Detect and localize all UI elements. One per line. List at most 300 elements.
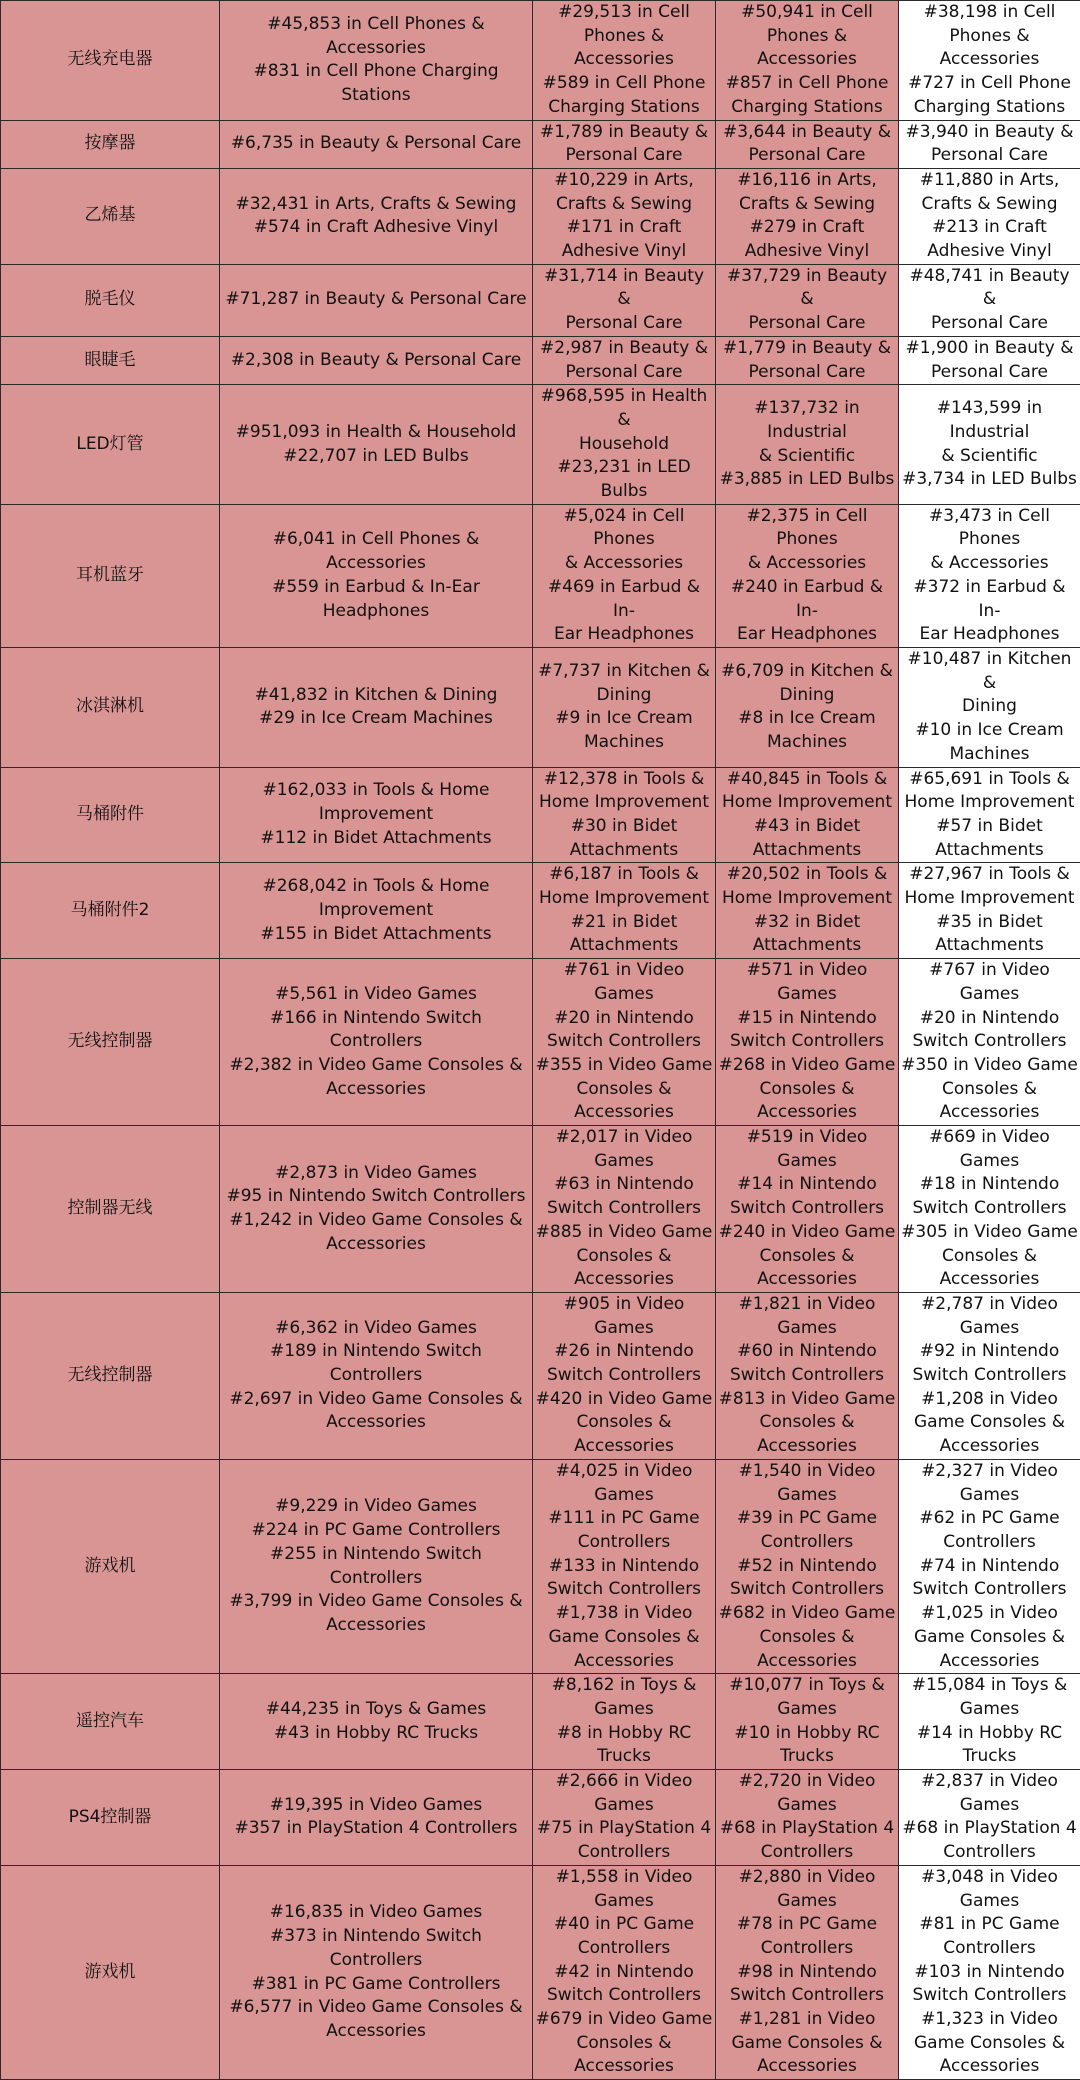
- rank-cell: [899, 264, 1080, 336]
- rank-line: #38,198 in Cell: [901, 1, 1078, 25]
- rank-line: Attachments: [718, 839, 896, 863]
- rank-line: Attachments: [901, 839, 1078, 863]
- rank-cell: [533, 959, 716, 1126]
- rank-line: #23,231 in LED Bulbs: [535, 456, 713, 503]
- table-row: [1, 959, 1080, 1126]
- rank-line: Switch Controllers: [535, 1578, 713, 1602]
- rank-cell: [899, 1770, 1080, 1866]
- rank-line: Accessories: [718, 1101, 896, 1125]
- rank-line: Switch Controllers: [535, 1984, 713, 2008]
- rank-cell: [533, 647, 716, 767]
- rank-line: #905 in Video Games: [535, 1293, 713, 1340]
- rank-line: Switch Controllers: [535, 1364, 713, 1388]
- rank-line: #43 in Bidet: [718, 815, 896, 839]
- rank-line: Crafts & Sewing: [535, 193, 713, 217]
- rank-line: #8 in Hobby RC: [535, 1722, 713, 1746]
- rank-cell: [220, 336, 533, 384]
- rank-cell: [220, 767, 533, 863]
- rank-cell: [716, 1, 899, 121]
- rank-line: #41,832 in Kitchen & Dining: [222, 684, 530, 708]
- rank-line: #40,845 in Tools &: [718, 768, 896, 792]
- rank-line: #6,709 in Kitchen &: [718, 660, 896, 684]
- rank-line: Consoles &: [718, 1411, 896, 1435]
- rank-line: #224 in PC Game Controllers: [222, 1519, 530, 1543]
- table-row: [1, 1126, 1080, 1293]
- table-row: [1, 504, 1080, 647]
- rank-line: #26 in Nintendo: [535, 1340, 713, 1364]
- rank-cell: [899, 1674, 1080, 1770]
- rank-line: #15,084 in Toys &: [901, 1674, 1078, 1698]
- rank-line: #57 in Bidet: [901, 815, 1078, 839]
- table-row: [1, 264, 1080, 336]
- rank-line: #19,395 in Video Games: [222, 1794, 530, 1818]
- rank-line: Game Consoles &: [901, 2032, 1078, 2056]
- rank-line: #52 in Nintendo: [718, 1555, 896, 1579]
- rank-line: #6,735 in Beauty & Personal Care: [222, 132, 530, 156]
- rank-line: #20,502 in Tools &: [718, 863, 896, 887]
- rank-line: Games: [535, 1890, 713, 1914]
- rank-cell: [533, 168, 716, 264]
- rank-line: Charging Stations: [535, 96, 713, 120]
- rank-line: #8,162 in Toys &: [535, 1674, 713, 1698]
- rank-line: #2,787 in Video: [901, 1293, 1078, 1317]
- rank-line: #268,042 in Tools & Home: [222, 875, 530, 899]
- product-name-cell: 耳机蓝牙: [1, 504, 220, 647]
- rank-line: #39 in PC Game: [718, 1507, 896, 1531]
- rank-cell: [220, 504, 533, 647]
- rank-cell: [716, 1770, 899, 1866]
- rank-cell: [899, 1292, 1080, 1459]
- rank-line: Games: [901, 1484, 1078, 1508]
- rank-line: #16,116 in Arts,: [718, 169, 896, 193]
- rank-line: Improvement: [222, 803, 530, 827]
- rank-line: Game Consoles &: [901, 1411, 1078, 1435]
- rank-cell: [220, 1674, 533, 1770]
- rank-line: #519 in Video Games: [718, 1126, 896, 1173]
- rank-line: #171 in Craft: [535, 216, 713, 240]
- rank-line: #14 in Nintendo: [718, 1173, 896, 1197]
- rank-line: #5,561 in Video Games: [222, 983, 530, 1007]
- rank-line: #2,017 in Video: [535, 1126, 713, 1150]
- rank-line: #2,987 in Beauty &: [535, 337, 713, 361]
- rank-line: #589 in Cell Phone: [535, 72, 713, 96]
- rank-line: #60 in Nintendo: [718, 1340, 896, 1364]
- rank-line: #213 in Craft: [901, 216, 1078, 240]
- rank-line: #381 in PC Game Controllers: [222, 1973, 530, 1997]
- rank-line: #20 in Nintendo: [535, 1007, 713, 1031]
- rank-line: #95 in Nintendo Switch Controllers: [222, 1185, 530, 1209]
- rank-line: Consoles &: [535, 1245, 713, 1269]
- rank-line: Accessories: [901, 1101, 1078, 1125]
- rank-cell: [533, 336, 716, 384]
- rank-line: #1,242 in Video Game Consoles &: [222, 1209, 530, 1233]
- rank-line: #1,025 in Video: [901, 1602, 1078, 1626]
- product-name-cell: 马桶附件2: [1, 863, 220, 959]
- rank-line: Accessories: [222, 1233, 530, 1257]
- rank-cell: [220, 1770, 533, 1866]
- product-name-cell: 控制器无线: [1, 1126, 220, 1293]
- rank-line: Trucks: [535, 1745, 713, 1769]
- rank-line: #143,599 in Industrial: [901, 397, 1078, 444]
- rank-line: #75 in PlayStation 4: [535, 1817, 713, 1841]
- rank-line: #10 in Ice Cream: [901, 719, 1078, 743]
- rank-line: #1,821 in Video: [718, 1293, 896, 1317]
- rank-line: Accessories: [901, 48, 1078, 72]
- rank-line: Personal Care: [718, 361, 896, 385]
- rank-line: Dining: [901, 695, 1078, 719]
- rank-line: Charging Stations: [718, 96, 896, 120]
- rank-cell: [716, 863, 899, 959]
- table-row: [1, 336, 1080, 384]
- rank-line: Attachments: [901, 934, 1078, 958]
- rank-line: #7,737 in Kitchen &: [535, 660, 713, 684]
- rank-cell: [533, 1674, 716, 1770]
- rank-cell: [533, 120, 716, 168]
- rank-cell: [220, 1126, 533, 1293]
- rank-line: #679 in Video Game: [535, 2008, 713, 2032]
- rank-line: Accessories: [901, 1268, 1078, 1292]
- table-row: [1, 863, 1080, 959]
- rank-line: #682 in Video Game: [718, 1602, 896, 1626]
- rank-line: Accessories: [222, 1614, 530, 1638]
- rank-cell: [899, 168, 1080, 264]
- rank-line: & Accessories: [535, 552, 713, 576]
- rank-line: #14 in Hobby RC: [901, 1722, 1078, 1746]
- rank-line: Personal Care: [718, 312, 896, 336]
- rank-line: Games: [718, 1890, 896, 1914]
- rank-line: #112 in Bidet Attachments: [222, 827, 530, 851]
- rank-line: Machines: [718, 731, 896, 755]
- rank-line: Home Improvement: [718, 791, 896, 815]
- rank-line: Personal Care: [535, 312, 713, 336]
- rank-line: Games: [718, 1698, 896, 1722]
- rank-line: Games: [535, 1484, 713, 1508]
- rank-cell: [533, 264, 716, 336]
- rank-line: #68 in PlayStation 4: [718, 1817, 896, 1841]
- rank-line: #355 in Video Game: [535, 1054, 713, 1078]
- table-row: [1, 1770, 1080, 1866]
- rank-line: Accessories: [535, 48, 713, 72]
- rank-line: Accessories: [718, 48, 896, 72]
- rank-cell: [899, 336, 1080, 384]
- rank-line: Accessories: [718, 1268, 896, 1292]
- rank-cell: [899, 120, 1080, 168]
- rank-cell: [899, 647, 1080, 767]
- rank-line: #43 in Hobby RC Trucks: [222, 1722, 530, 1746]
- rank-line: Adhesive Vinyl: [535, 240, 713, 264]
- rank-line: #3,940 in Beauty &: [901, 121, 1078, 145]
- rank-line: #420 in Video Game: [535, 1388, 713, 1412]
- rank-cell: [716, 1865, 899, 2079]
- rank-cell: [716, 1126, 899, 1293]
- rank-line: #45,853 in Cell Phones & Accessories: [222, 13, 530, 60]
- rank-line: Games: [535, 1794, 713, 1818]
- rank-line: #92 in Nintendo: [901, 1340, 1078, 1364]
- rank-line: #29 in Ice Cream Machines: [222, 707, 530, 731]
- rank-line: #22,707 in LED Bulbs: [222, 445, 530, 469]
- rank-line: #6,577 in Video Game Consoles &: [222, 1996, 530, 2020]
- rank-cell: [533, 1, 716, 121]
- rank-line: Switch Controllers: [901, 1364, 1078, 1388]
- table-row: [1, 647, 1080, 767]
- rank-line: Ear Headphones: [535, 623, 713, 647]
- table-body: [1, 1, 1080, 2080]
- rank-line: & Accessories: [901, 552, 1078, 576]
- rank-line: #48,741 in Beauty &: [901, 265, 1078, 312]
- rank-line: #3,885 in LED Bulbs: [718, 468, 896, 492]
- rank-line: #2,308 in Beauty & Personal Care: [222, 349, 530, 373]
- rank-line: Switch Controllers: [718, 1197, 896, 1221]
- rank-line: #50,941 in Cell: [718, 1, 896, 25]
- rank-line: Home Improvement: [535, 887, 713, 911]
- rank-line: #15 in Nintendo: [718, 1007, 896, 1031]
- rank-line: #11,880 in Arts,: [901, 169, 1078, 193]
- rank-line: Switch Controllers: [901, 1984, 1078, 2008]
- rank-line: Controllers: [718, 1937, 896, 1961]
- rank-line: Personal Care: [901, 361, 1078, 385]
- rank-cell: [220, 647, 533, 767]
- rank-line: #18 in Nintendo: [901, 1173, 1078, 1197]
- rank-line: Controllers: [901, 1841, 1078, 1865]
- rank-line: Consoles &: [535, 1411, 713, 1435]
- rank-cell: [899, 1865, 1080, 2079]
- rank-line: #32 in Bidet: [718, 911, 896, 935]
- rank-line: #166 in Nintendo Switch Controllers: [222, 1007, 530, 1054]
- rank-line: #133 in Nintendo: [535, 1555, 713, 1579]
- rank-cell: [533, 1770, 716, 1866]
- rank-line: Games: [901, 1317, 1078, 1341]
- rank-line: #571 in Video Games: [718, 959, 896, 1006]
- rank-line: #5,024 in Cell Phones: [535, 505, 713, 552]
- rank-line: Dining: [718, 684, 896, 708]
- rank-line: Home Improvement: [535, 791, 713, 815]
- rank-line: #2,382 in Video Game Consoles &: [222, 1054, 530, 1078]
- rank-line: #2,697 in Video Game Consoles &: [222, 1388, 530, 1412]
- rank-line: Trucks: [718, 1745, 896, 1769]
- rank-line: #111 in PC Game: [535, 1507, 713, 1531]
- rank-cell: [716, 385, 899, 505]
- rank-line: Game Consoles &: [718, 2032, 896, 2056]
- rank-line: Accessories: [535, 1268, 713, 1292]
- rank-line: #74 in Nintendo: [901, 1555, 1078, 1579]
- rank-line: Home Improvement: [718, 887, 896, 911]
- rank-cell: [533, 385, 716, 505]
- rank-line: #240 in Video Game: [718, 1221, 896, 1245]
- rank-line: #35 in Bidet: [901, 911, 1078, 935]
- rank-cell: [899, 1, 1080, 121]
- rank-cell: [716, 168, 899, 264]
- rank-line: Switch Controllers: [535, 1030, 713, 1054]
- product-name-cell: 遥控汽车: [1, 1674, 220, 1770]
- rank-line: Accessories: [535, 2055, 713, 2079]
- rank-line: #103 in Nintendo: [901, 1961, 1078, 1985]
- product-name-cell: 游戏机: [1, 1459, 220, 1673]
- rank-cell: [899, 385, 1080, 505]
- rank-cell: [899, 959, 1080, 1126]
- rank-line: Accessories: [535, 1650, 713, 1674]
- rank-line: #574 in Craft Adhesive Vinyl: [222, 216, 530, 240]
- rank-line: #6,187 in Tools &: [535, 863, 713, 887]
- rank-cell: [716, 767, 899, 863]
- rank-line: Controllers: [718, 1531, 896, 1555]
- rank-cell: [716, 959, 899, 1126]
- rank-cell: [899, 504, 1080, 647]
- rank-line: #767 in Video Games: [901, 959, 1078, 1006]
- rank-line: #6,362 in Video Games: [222, 1317, 530, 1341]
- rank-line: #857 in Cell Phone: [718, 72, 896, 96]
- rank-line: #2,873 in Video Games: [222, 1162, 530, 1186]
- rank-line: #3,799 in Video Game Consoles &: [222, 1590, 530, 1614]
- table-row: [1, 1, 1080, 121]
- rank-line: Games: [718, 1794, 896, 1818]
- rank-line: Attachments: [535, 934, 713, 958]
- rank-line: #240 in Earbud & In-: [718, 576, 896, 623]
- rank-line: #4,025 in Video: [535, 1460, 713, 1484]
- rank-line: #968,595 in Health &: [535, 385, 713, 432]
- rank-line: #350 in Video Game: [901, 1054, 1078, 1078]
- rank-cell: [533, 767, 716, 863]
- rank-line: Game Consoles &: [535, 1626, 713, 1650]
- rank-cell: [220, 264, 533, 336]
- rank-line: #10,487 in Kitchen &: [901, 648, 1078, 695]
- rank-line: Phones &: [718, 25, 896, 49]
- rank-line: #469 in Earbud & In-: [535, 576, 713, 623]
- rank-cell: [899, 1459, 1080, 1673]
- rank-line: Switch Controllers: [718, 1364, 896, 1388]
- rank-line: #8 in Ice Cream: [718, 707, 896, 731]
- rank-line: Household: [535, 433, 713, 457]
- rank-cell: [533, 1292, 716, 1459]
- rank-line: Adhesive Vinyl: [901, 240, 1078, 264]
- rank-cell: [220, 863, 533, 959]
- rank-line: & Scientific: [718, 445, 896, 469]
- rank-line: #9,229 in Video Games: [222, 1495, 530, 1519]
- rank-line: Attachments: [535, 839, 713, 863]
- rank-line: #155 in Bidet Attachments: [222, 923, 530, 947]
- rank-line: Consoles &: [535, 2032, 713, 2056]
- rank-line: #16,835 in Video Games: [222, 1901, 530, 1925]
- rank-line: #1,281 in Video: [718, 2008, 896, 2032]
- rank-cell: [220, 1459, 533, 1673]
- rank-line: Switch Controllers: [718, 1578, 896, 1602]
- rank-line: Adhesive Vinyl: [718, 240, 896, 264]
- rank-line: #21 in Bidet: [535, 911, 713, 935]
- rank-line: Improvement: [222, 899, 530, 923]
- rank-line: Dining: [535, 684, 713, 708]
- rank-line: #10,077 in Toys &: [718, 1674, 896, 1698]
- rank-line: #12,378 in Tools &: [535, 768, 713, 792]
- rank-line: Switch Controllers: [901, 1030, 1078, 1054]
- rank-line: #37,729 in Beauty &: [718, 265, 896, 312]
- rank-line: #29,513 in Cell: [535, 1, 713, 25]
- rank-line: #3,048 in Video: [901, 1866, 1078, 1890]
- rank-line: Attachments: [718, 934, 896, 958]
- rank-line: Personal Care: [535, 361, 713, 385]
- product-name-cell: LED灯管: [1, 385, 220, 505]
- rank-line: & Scientific: [901, 445, 1078, 469]
- rank-line: #9 in Ice Cream: [535, 707, 713, 731]
- rank-line: #20 in Nintendo: [901, 1007, 1078, 1031]
- rank-line: Home Improvement: [901, 887, 1078, 911]
- rank-line: #68 in PlayStation 4: [901, 1817, 1078, 1841]
- product-name-cell: 无线控制器: [1, 1292, 220, 1459]
- rank-cell: [899, 767, 1080, 863]
- rank-line: #10,229 in Arts,: [535, 169, 713, 193]
- rank-line: Trucks: [901, 1745, 1078, 1769]
- product-name-cell: 游戏机: [1, 1865, 220, 2079]
- rank-line: Machines: [901, 743, 1078, 767]
- table-row: [1, 1292, 1080, 1459]
- rank-line: Controllers: [535, 1531, 713, 1555]
- rank-line: #1,208 in Video: [901, 1388, 1078, 1412]
- rank-line: Games: [901, 1890, 1078, 1914]
- rank-line: Games: [901, 1794, 1078, 1818]
- rank-cell: [220, 1, 533, 121]
- rank-line: Game Consoles &: [901, 1626, 1078, 1650]
- rank-cell: [220, 959, 533, 1126]
- rank-line: #1,779 in Beauty &: [718, 337, 896, 361]
- rank-line: #1,540 in Video: [718, 1460, 896, 1484]
- rank-line: Personal Care: [901, 312, 1078, 336]
- rank-cell: [220, 120, 533, 168]
- rank-line: #372 in Earbud & In-: [901, 576, 1078, 623]
- rank-line: #30 in Bidet: [535, 815, 713, 839]
- rank-line: #10 in Hobby RC: [718, 1722, 896, 1746]
- rank-line: Ear Headphones: [901, 623, 1078, 647]
- rank-line: Machines: [535, 731, 713, 755]
- rank-line: Personal Care: [535, 144, 713, 168]
- rank-line: Accessories: [718, 1435, 896, 1459]
- rank-cell: [716, 647, 899, 767]
- rank-cell: [220, 1865, 533, 2079]
- product-name-cell: 无线控制器: [1, 959, 220, 1126]
- rank-line: Consoles &: [535, 1078, 713, 1102]
- rank-line: #1,558 in Video: [535, 1866, 713, 1890]
- rank-cell: [533, 863, 716, 959]
- rank-line: #1,900 in Beauty &: [901, 337, 1078, 361]
- rank-line: #1,738 in Video: [535, 1602, 713, 1626]
- rank-line: #40 in PC Game: [535, 1913, 713, 1937]
- rank-line: Switch Controllers: [901, 1197, 1078, 1221]
- product-name-cell: 马桶附件: [1, 767, 220, 863]
- rank-line: Consoles &: [718, 1245, 896, 1269]
- rank-line: Personal Care: [901, 144, 1078, 168]
- table-row: [1, 1674, 1080, 1770]
- rank-line: #2,720 in Video: [718, 1770, 896, 1794]
- rank-line: Crafts & Sewing: [901, 193, 1078, 217]
- table-row: [1, 120, 1080, 168]
- rank-line: #305 in Video Game: [901, 1221, 1078, 1245]
- rank-line: Charging Stations: [901, 96, 1078, 120]
- rank-line: Phones &: [535, 25, 713, 49]
- rank-line: #885 in Video Game: [535, 1221, 713, 1245]
- rank-line: Consoles &: [901, 1078, 1078, 1102]
- rank-line: Switch Controllers: [718, 1984, 896, 2008]
- rank-cell: [716, 264, 899, 336]
- rank-cell: [716, 120, 899, 168]
- rank-cell: [716, 1674, 899, 1770]
- product-name-cell: 脱毛仪: [1, 264, 220, 336]
- rank-line: #31,714 in Beauty &: [535, 265, 713, 312]
- rank-cell: [899, 863, 1080, 959]
- rank-line: Accessories: [901, 1650, 1078, 1674]
- rank-line: Ear Headphones: [718, 623, 896, 647]
- product-name-cell: 冰淇淋机: [1, 647, 220, 767]
- rank-line: Controllers: [718, 1841, 896, 1865]
- table-row: [1, 1865, 1080, 2079]
- rank-line: Accessories: [901, 1435, 1078, 1459]
- rank-line: #71,287 in Beauty & Personal Care: [222, 288, 530, 312]
